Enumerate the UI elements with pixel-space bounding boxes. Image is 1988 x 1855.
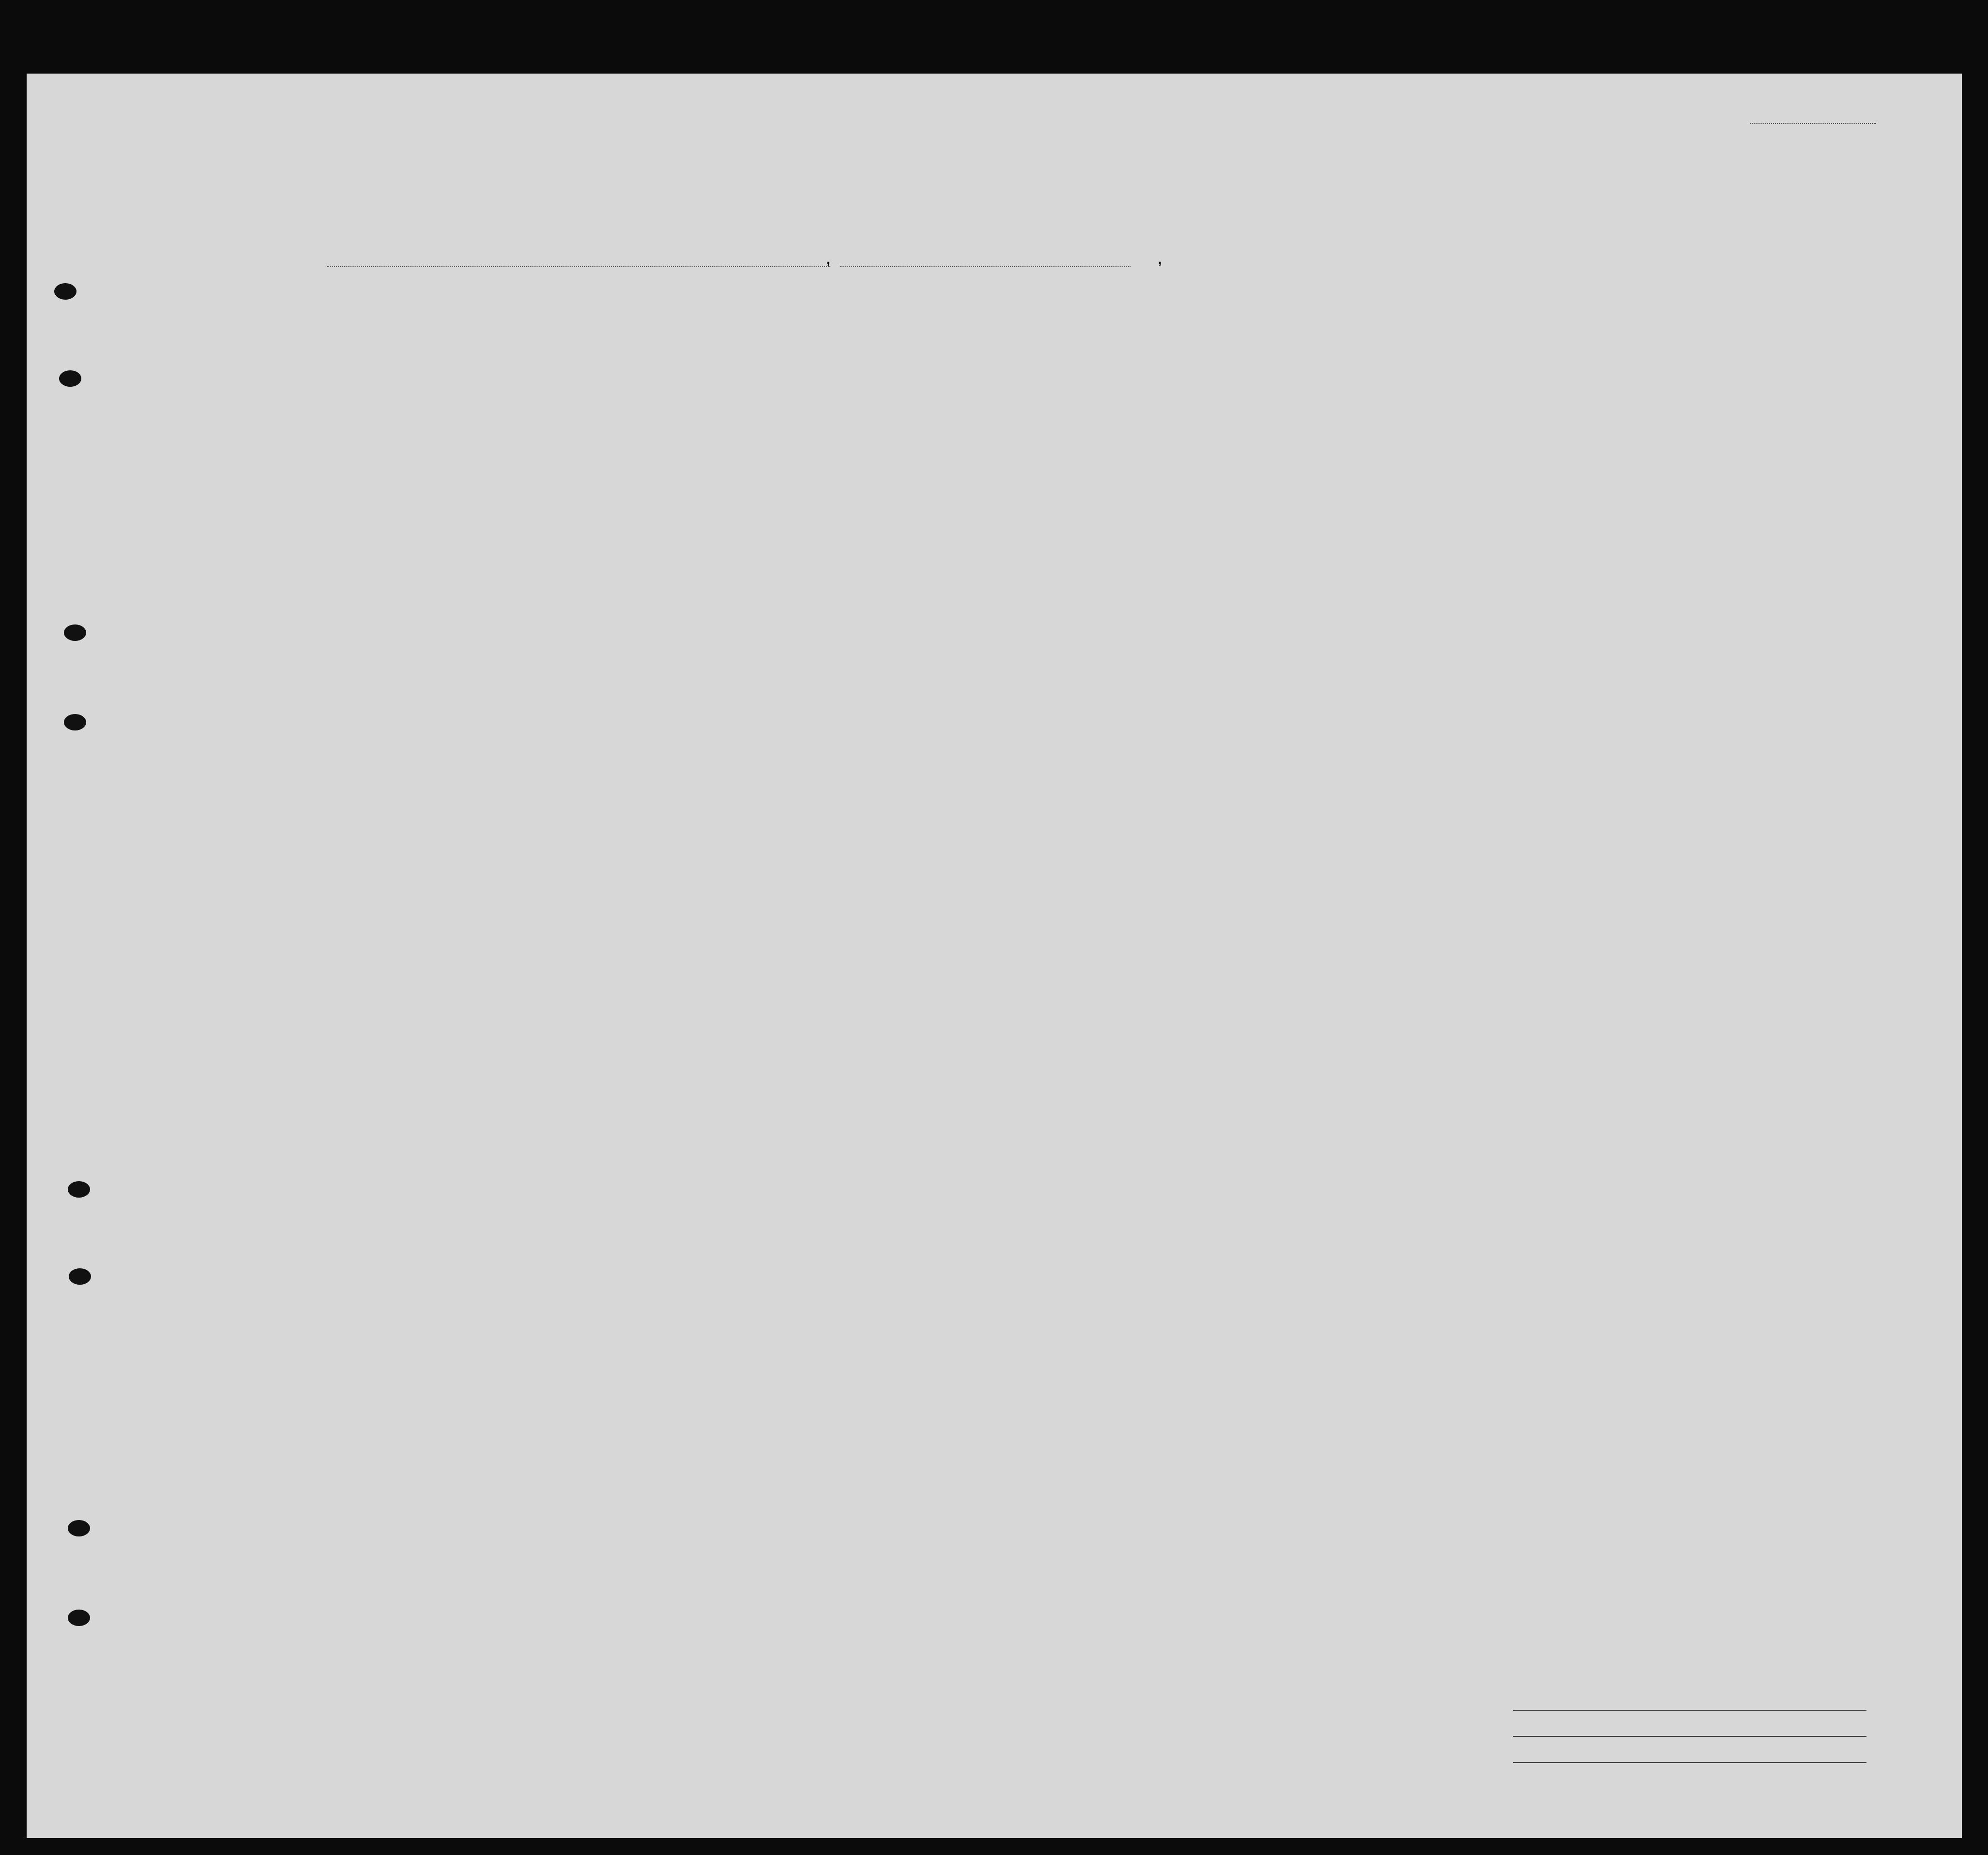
agents-field — [1513, 1762, 1866, 1763]
form-grid — [27, 74, 1962, 1838]
comma-sep: , — [826, 247, 831, 268]
punch-hole — [54, 283, 76, 300]
punch-hole — [68, 1181, 90, 1198]
punch-hole — [69, 1268, 91, 1285]
comma-sep-2: , — [1157, 247, 1163, 268]
punch-hole — [64, 714, 86, 730]
punch-hole — [64, 624, 86, 641]
line-field — [1513, 1710, 1866, 1711]
punch-hole — [59, 370, 81, 387]
date-underline — [840, 266, 1131, 267]
punch-hole — [68, 1520, 90, 1536]
list-underline — [1750, 123, 1876, 124]
punch-hole — [68, 1610, 90, 1626]
owners-field — [1513, 1736, 1866, 1737]
manifest-sheet — [27, 74, 1962, 1838]
port-underline — [327, 266, 830, 267]
